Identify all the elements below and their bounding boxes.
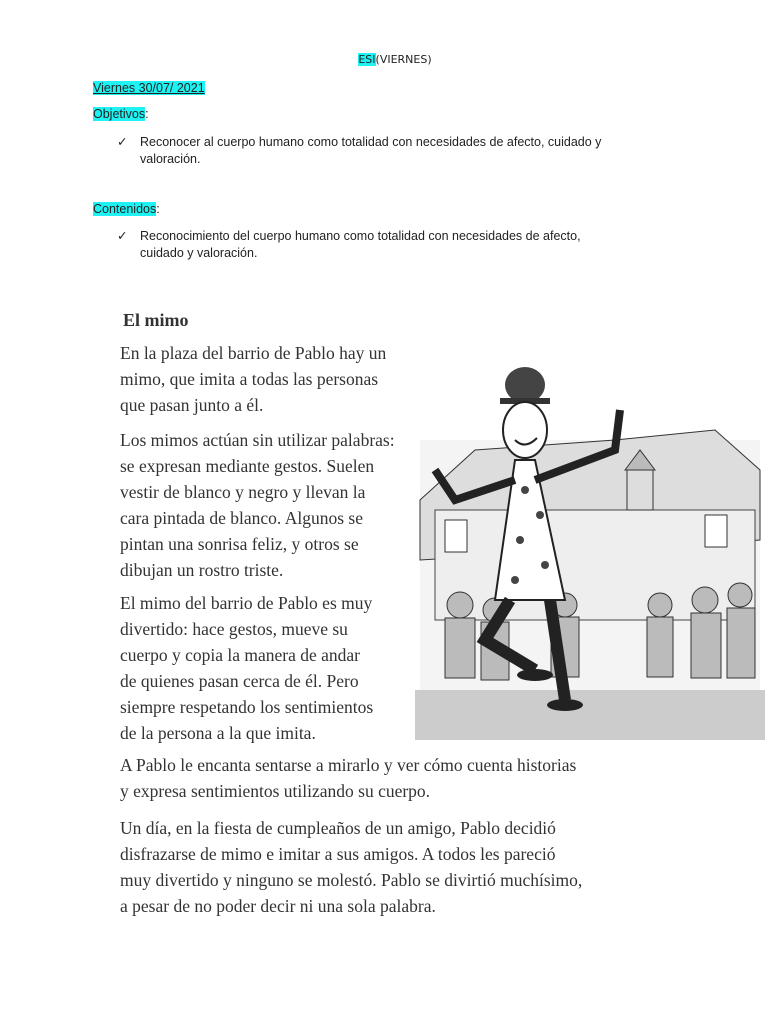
title-rest: (VIERNES) [375, 53, 432, 66]
objetivos-heading [93, 107, 149, 121]
text-line: El mimo del barrio de Pablo es muy [120, 593, 373, 613]
text-line: pintan una sonrisa feliz, y otros se [120, 534, 359, 554]
text-line: Un día, en la fiesta de cumpleaños de un amigo, Pablo decidió [120, 818, 556, 838]
colon: : [156, 202, 160, 216]
text-line: Reconocimiento del cuerpo humano como totalidad con necesidades de afecto, [140, 229, 581, 243]
objetivo-item [117, 134, 680, 168]
story-paragraph-3 [120, 590, 420, 746]
text-line: muy divertido y ninguno se molestó. Pablo se divirtió muchísimo, [120, 870, 583, 890]
text-line: A Pablo le encanta sentarse a mirarlo y ver cómo cuenta historias [120, 755, 577, 775]
title-highlight: ESI [358, 53, 376, 66]
checkmark-icon: ✓ [117, 229, 128, 243]
text-line: dibujan un rostro triste. [120, 560, 284, 580]
text-line: Los mimos actúan sin utilizar palabras: [120, 430, 395, 450]
text-line: a pesar de no poder decir ni una sola palabra. [120, 896, 436, 916]
text-line: cara pintada de blanco. Algunos se [120, 508, 363, 528]
text-line: divertido: hace gestos, mueve su [120, 619, 348, 639]
text-line: cuidado y valoración. [140, 246, 258, 260]
story-title: El mimo [123, 310, 189, 330]
checkmark-icon: ✓ [117, 135, 128, 149]
document-title [0, 53, 768, 66]
story-paragraph-4 [120, 752, 720, 804]
story-paragraph-1 [120, 340, 420, 418]
text-line: y expresa sentimientos utilizando su cuerpo. [120, 781, 431, 801]
text-line: cuerpo y copia la manera de andar [120, 645, 361, 665]
text-line: Reconocer al cuerpo humano como totalidad con necesidades de afecto, cuidado y [140, 135, 602, 149]
text-line: En la plaza del barrio de Pablo hay un [120, 343, 387, 363]
colon: : [145, 107, 149, 121]
objetivos-label: Objetivos [93, 107, 146, 121]
contenido-item [117, 228, 680, 262]
text-line: se expresan mediante gestos. Suelen [120, 456, 375, 476]
date-line: Viernes 30/07/ 2021 [93, 81, 205, 95]
mime-illustration [415, 340, 765, 740]
story-paragraph-5 [120, 815, 720, 919]
story-paragraph-2 [120, 427, 420, 583]
contenidos-label: Contenidos [93, 202, 157, 216]
text-line: de la persona a la que imita. [120, 723, 316, 743]
text-line: vestir de blanco y negro y llevan la [120, 482, 366, 502]
text-line: que pasan junto a él. [120, 395, 264, 415]
text-line: valoración. [140, 152, 201, 166]
text-line: de quienes pasan cerca de él. Pero [120, 671, 359, 691]
contenidos-heading [93, 202, 160, 216]
text-line: siempre respetando los sentimientos [120, 697, 374, 717]
text-line: mimo, que imita a todas las personas [120, 369, 379, 389]
text-line: disfrazarse de mimo e imitar a sus amigos. A todos les pareció [120, 844, 556, 864]
